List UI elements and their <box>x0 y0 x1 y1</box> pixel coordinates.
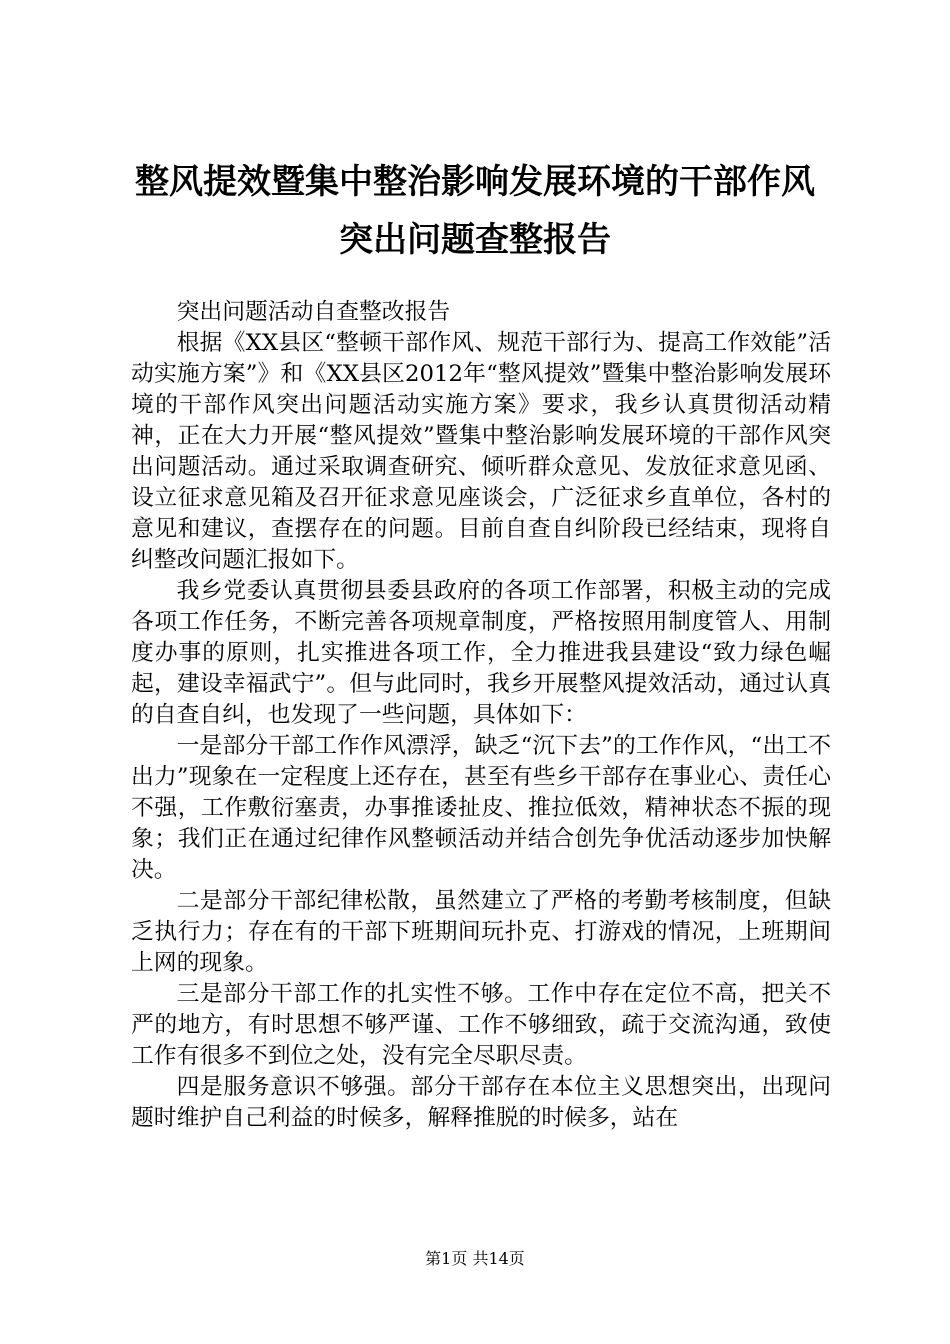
document-body <box>131 297 831 1134</box>
document-title-line-2: 突出问题查整报告 <box>339 220 611 260</box>
paragraph: 四是服务意识不够强。部分干部存在本位主义思想突出，出现问题时维护自己利益的时候多，解释推脱的时候多，站在 <box>131 1074 831 1131</box>
paragraph: 我乡党委认真贯彻县委县政府的各项工作部署，积极主动的完成各项工作任务，不断完善各项规章制度，严格按照用制度管人、用制度办事的原则，扎实推进各项工作，全力推进我县建设“致力绿色崛起，建设幸福武宁”。但与此同时，我乡开展整风提效活动，通过认真的自查自纠，也发现了一些问题，具体如下： <box>131 578 831 728</box>
page-number-footer: 第1页 共14页 <box>425 1249 525 1268</box>
paragraph: 二是部分干部纪律松散，虽然建立了严格的考勤考核制度，但缺乏执行力；存在有的干部下班期间玩扑克、打游戏的情况，上班期间上网的现象。 <box>131 888 831 976</box>
paragraph-subtitle: 突出问题活动自查整改报告 <box>176 299 451 325</box>
paragraph: 一是部分干部工作作风漂浮，缺乏“沉下去”的工作作风，“出工不出力”现象在一定程度上还存在，甚至有些乡干部存在事业心、责任心不强，工作敷衍塞责，办事推诿扯皮、推拉低效，精神状态不振的现象；我们正在通过纪律作风整顿活动并结合创先争优活动逐步加快解决。 <box>131 733 831 883</box>
document-title-line-1: 整风提效暨集中整治影响发展环境的干部作风 <box>135 162 815 202</box>
paragraph: 三是部分干部工作的扎实性不够。工作中存在定位不高，把关不严的地方，有时思想不够严谨、工作不够细致，疏于交流沟通，致使工作有很多不到位之处，没有完全尽职尽责。 <box>131 981 831 1069</box>
paragraph: 根据《XX县区“整顿干部作风、规范干部行为、提高工作效能”活动实施方案”》和《XX县区2012年“整风提效”暨集中整治影响发展环境的干部作风突出问题活动实施方案》要求，我乡认真贯彻活动精神，正在大力开展“整风提效”暨集中整治影响发展环境的干部作风突出问题活动。通过采取调查研究、倾听群众意见、发放征求意见函、设立征求意见箱及召开征求意见座谈会，广泛征求乡直单位，各村的意见和建议，查摆存在的问题。目前自查自纠阶段已经结束，现将自纠整改问题汇报如下。 <box>131 330 831 573</box>
